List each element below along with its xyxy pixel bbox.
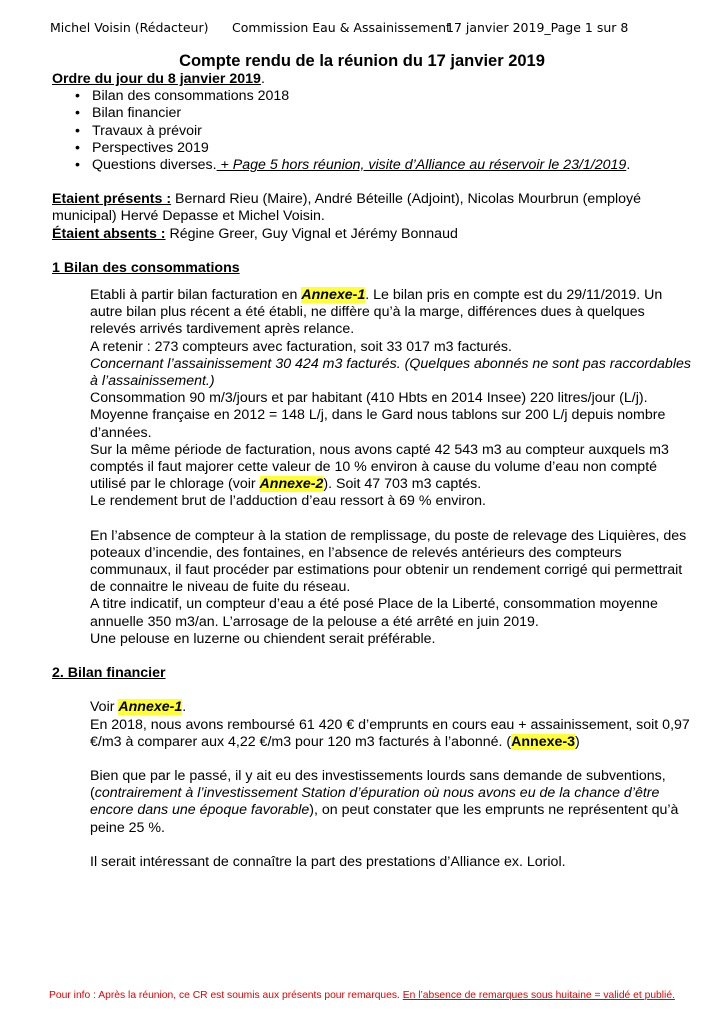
agenda-item: • Bilan des consommations 2018 [92, 88, 692, 105]
paragraph [90, 717, 692, 751]
agenda-item: • Travaux à prévoir [92, 123, 692, 140]
section2-body [52, 699, 692, 871]
paragraph [90, 442, 692, 494]
agenda-item: • Bilan financier [92, 105, 692, 122]
annexe-3-highlight: Annexe-3 [511, 733, 576, 750]
agenda-list [52, 88, 692, 174]
agenda-item: • Perspectives 2019 [92, 140, 692, 157]
annexe-2-highlight: Annexe-2 [259, 476, 324, 493]
agenda-heading [52, 71, 692, 88]
text: Sur la même période de facturation, nous avons capté 42 543 m3 au compteur auxquels m3 comptés il faut majorer cette valeur de 10 % environ à cause du volume d’eau non compté utilisé par le chlorage (voir [90, 441, 669, 493]
section1-heading: 1 Bilan des consommations [52, 259, 240, 276]
text: contrairement à l’investissement Station d’épuration où nous avons eu de la chance d’être encore dans une époque favorable [90, 785, 660, 819]
present-label: Etaient présents : [52, 191, 172, 208]
text: En 2018, nous avons remboursé 61 420 € d’emprunts en cours eau + assainissement, soit 0,97 €/m3 à comparer aux 4,22 €/m3 pour 120 m3 facturés à l’abonné. ( [90, 716, 690, 750]
section2-heading: 2. Bilan financier [52, 665, 166, 682]
paragraph [90, 768, 692, 837]
header-commission: Commission Eau & Assainissement [232, 20, 451, 35]
absent-label: Étaient absents : [52, 225, 166, 242]
annexe-1-highlight: Annexe-1 [301, 287, 366, 304]
absent-text: Régine Greer, Guy Vignal et Jérémy Bonnaud [165, 225, 458, 242]
footer-underlined: En l’absence de remarques sous huitaine = validé et publié. [402, 990, 675, 1001]
document-body [52, 71, 692, 871]
text: ). Soit 47 703 m3 captés. [323, 476, 482, 493]
text: Voir [90, 699, 119, 716]
header-author: Michel Voisin (Rédacteur) [50, 20, 209, 35]
agenda-item [92, 157, 692, 174]
attendance-present [52, 191, 692, 225]
agenda-heading-suffix: . [260, 71, 265, 87]
paragraph: A retenir : 273 compteurs avec facturation, soit 33 017 m3 facturés. [90, 338, 512, 355]
text: Etabli à partir bilan facturation en [90, 287, 302, 304]
paragraph: Une pelouse en luzerne ou chiendent serait préférable. [90, 630, 436, 647]
paragraph: Il serait intéressant de connaître la part des prestations d’Alliance ex. Loriol. [90, 853, 566, 870]
agenda-extra-suffix: . [626, 157, 631, 174]
text: ) [575, 733, 580, 750]
paragraph: A titre indicatif, un compteur d’eau a été posé Place de la Liberté, consommation moyenne annuelle 350 m3/an. L’arrosage de la pelouse a été arrêté en juin 2019. [90, 596, 658, 630]
header-page-info: 17 janvier 2019_Page 1 sur 8 [446, 20, 629, 35]
agenda-extra-note: + Page 5 hors réunion, visite d’Alliance au réservoir le 23/1/2019 [216, 157, 627, 174]
paragraph [90, 699, 692, 716]
document-title: Compte rendu de la réunion du 17 janvier 2019 [179, 52, 545, 70]
annexe-1-highlight: Annexe-1 [118, 699, 183, 716]
paragraph [90, 287, 692, 339]
page-footer [0, 990, 724, 1001]
section1-body [52, 287, 692, 648]
agenda-heading-text: Ordre du jour du 8 janvier 2019 [52, 71, 261, 87]
present-text: Bernard Rieu (Maire), André Béteille (Adjoint), Nicolas Mourbrun (employé municipal) Hervé Depasse et Michel Voisin. [52, 191, 642, 225]
paragraph: En l’absence de compteur à la station de remplissage, du poste de relevage des Liquières, des poteaux d’incendie, des fontaines, en l’absence de relevés antérieurs des compteurs communaux, il faut procéder par estimations pour obtenir un rendement corrigé qui permettrait de connaitre le niveau de fuite du réseau. [90, 527, 687, 596]
attendance-absent [52, 226, 692, 243]
paragraph: Concernant l’assainissement 30 424 m3 facturés. (Quelques abonnés ne sont pas raccordables à l’assainissement.) [90, 355, 691, 390]
footer-text: Pour info : Après la réunion, ce CR est soumis aux présents pour remarques. [49, 990, 403, 1001]
text: ), on peut constater que les emprunts ne représentent qu’à peine 25 %. [90, 802, 679, 836]
agenda-item-label: Questions diverses. [92, 157, 217, 174]
paragraph: Le rendement brut de l’adduction d’eau ressort à 69 % environ. [90, 493, 486, 510]
text: Bien que par le passé, il y ait eu des investissements lourds sans demande de subventions, ( [90, 767, 666, 802]
paragraph: Consommation 90 m/3/jours et par habitant (410 Hbts en 2014 Insee) 220 litres/jour (L/j). Moyenne française en 2012 = 148 L/j, dans le Gard nous tablons sur 200 L/j depuis nombre d’années. [90, 390, 666, 441]
text: . [182, 699, 187, 716]
text: . Le bilan pris en compte est du 29/11/2019. Un autre bilan plus récent a été établi, ne diffère qu’à la marge, différences dues à quelques relevés arrivés tardivement après relance. [90, 287, 663, 338]
